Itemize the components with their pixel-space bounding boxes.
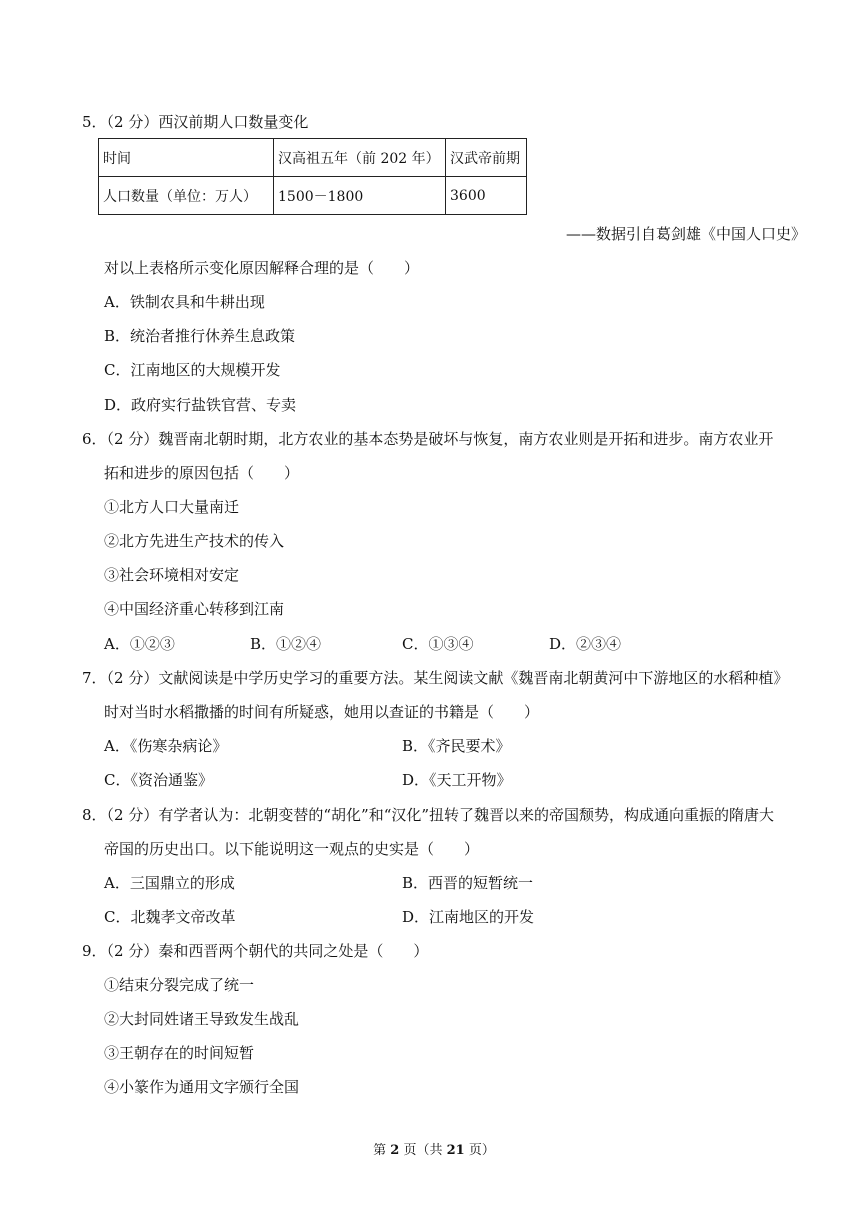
table-cell: 时间	[99, 139, 274, 177]
q6-item-4: ④中国经济重心转移到江南	[104, 600, 285, 618]
q5-option-a: A．铁制农具和牛耕出现	[104, 293, 265, 311]
q6-stem-line2: 拓和进步的原因包括（ ）	[104, 464, 300, 482]
q6-option-a: A．①②③	[104, 635, 175, 653]
q8-stem-line2: 帝国的历史出口。以下能说明这一观点的史实是（ ）	[104, 840, 480, 858]
table-cell: 3600	[446, 177, 527, 215]
q7-option-b: B．《齐民要术》	[402, 737, 511, 755]
table-row	[99, 139, 527, 177]
q6-option-d: D．②③④	[549, 635, 622, 653]
total-pages: 21	[446, 1143, 465, 1158]
q6-option-b: B．①②④	[250, 635, 322, 653]
q8-option-a: A．三国鼎立的形成	[104, 874, 235, 892]
q7-stem-line2: 时对当时水稻撒播的时间有所疑惑，她用以查证的书籍是（ ）	[104, 703, 540, 721]
footer-prefix: 第	[373, 1143, 391, 1158]
footer-mid: 页（共	[399, 1143, 447, 1158]
q7-option-a: A．《伤寒杂病论》	[104, 737, 228, 755]
q5-question: 对以上表格所示变化原因解释合理的是（ ）	[104, 259, 420, 277]
q6-item-3: ③社会环境相对安定	[104, 566, 240, 584]
q6-item-2: ②北方先进生产技术的传入	[104, 532, 285, 550]
q9-stem: 9．（2 分）秦和西晋两个朝代的共同之处是（ ）	[82, 942, 429, 960]
q5-source: ——数据引自葛剑雄《中国人口史》	[566, 225, 807, 243]
q5-stem: 5．（2 分）西汉前期人口数量变化	[82, 113, 309, 131]
table-row	[99, 177, 527, 215]
q8-option-c: C．北魏孝文帝改革	[104, 908, 236, 926]
population-table	[98, 138, 527, 215]
table-cell: 人口数量（单位：万人）	[99, 177, 274, 215]
q8-option-b: B．西晋的短暂统一	[402, 874, 534, 892]
q5-option-d: D．政府实行盐铁官营、专卖	[104, 396, 297, 414]
q8-option-d: D．江南地区的开发	[402, 908, 535, 926]
q9-item-2: ②大封同姓诸王导致发生战乱	[104, 1010, 300, 1028]
q7-stem-line1: 7．（2 分）文献阅读是中学历史学习的重要方法。某生阅读文献《魏晋南北朝黄河中下游地区的水稻种植》	[82, 669, 789, 687]
table-cell: 汉武帝前期	[446, 139, 527, 177]
q6-option-c: C．①③④	[402, 635, 474, 653]
table-cell: 汉高祖五年（前 202 年）	[274, 139, 446, 177]
q9-item-3: ③王朝存在的时间短暂	[104, 1044, 255, 1062]
q6-stem-line1: 6．（2 分）魏晋南北朝时期，北方农业的基本态势是破坏与恢复，南方农业则是开拓和进步。南方农业开	[82, 430, 774, 448]
q6-item-1: ①北方人口大量南迁	[104, 498, 240, 516]
table-cell: 1500－1800	[274, 177, 446, 215]
page-footer	[0, 1139, 868, 1158]
q5-option-b: B．统治者推行休养生息政策	[104, 327, 296, 345]
q7-option-d: D．《天工开物》	[402, 771, 512, 789]
q9-item-1: ①结束分裂完成了统一	[104, 976, 255, 994]
q7-option-c: C．《资治通鉴》	[104, 771, 213, 789]
page-number: 2	[390, 1143, 400, 1158]
footer-suffix: 页）	[464, 1143, 495, 1158]
q5-option-c: C．江南地区的大规模开发	[104, 361, 281, 379]
q8-stem-line1: 8．（2 分）有学者认为：北朝变替的“胡化”和“汉化”扭转了魏晋以来的帝国颓势，构成通向重振的隋唐大	[82, 806, 775, 824]
q9-item-4: ④小篆作为通用文字颁行全国	[104, 1078, 300, 1096]
